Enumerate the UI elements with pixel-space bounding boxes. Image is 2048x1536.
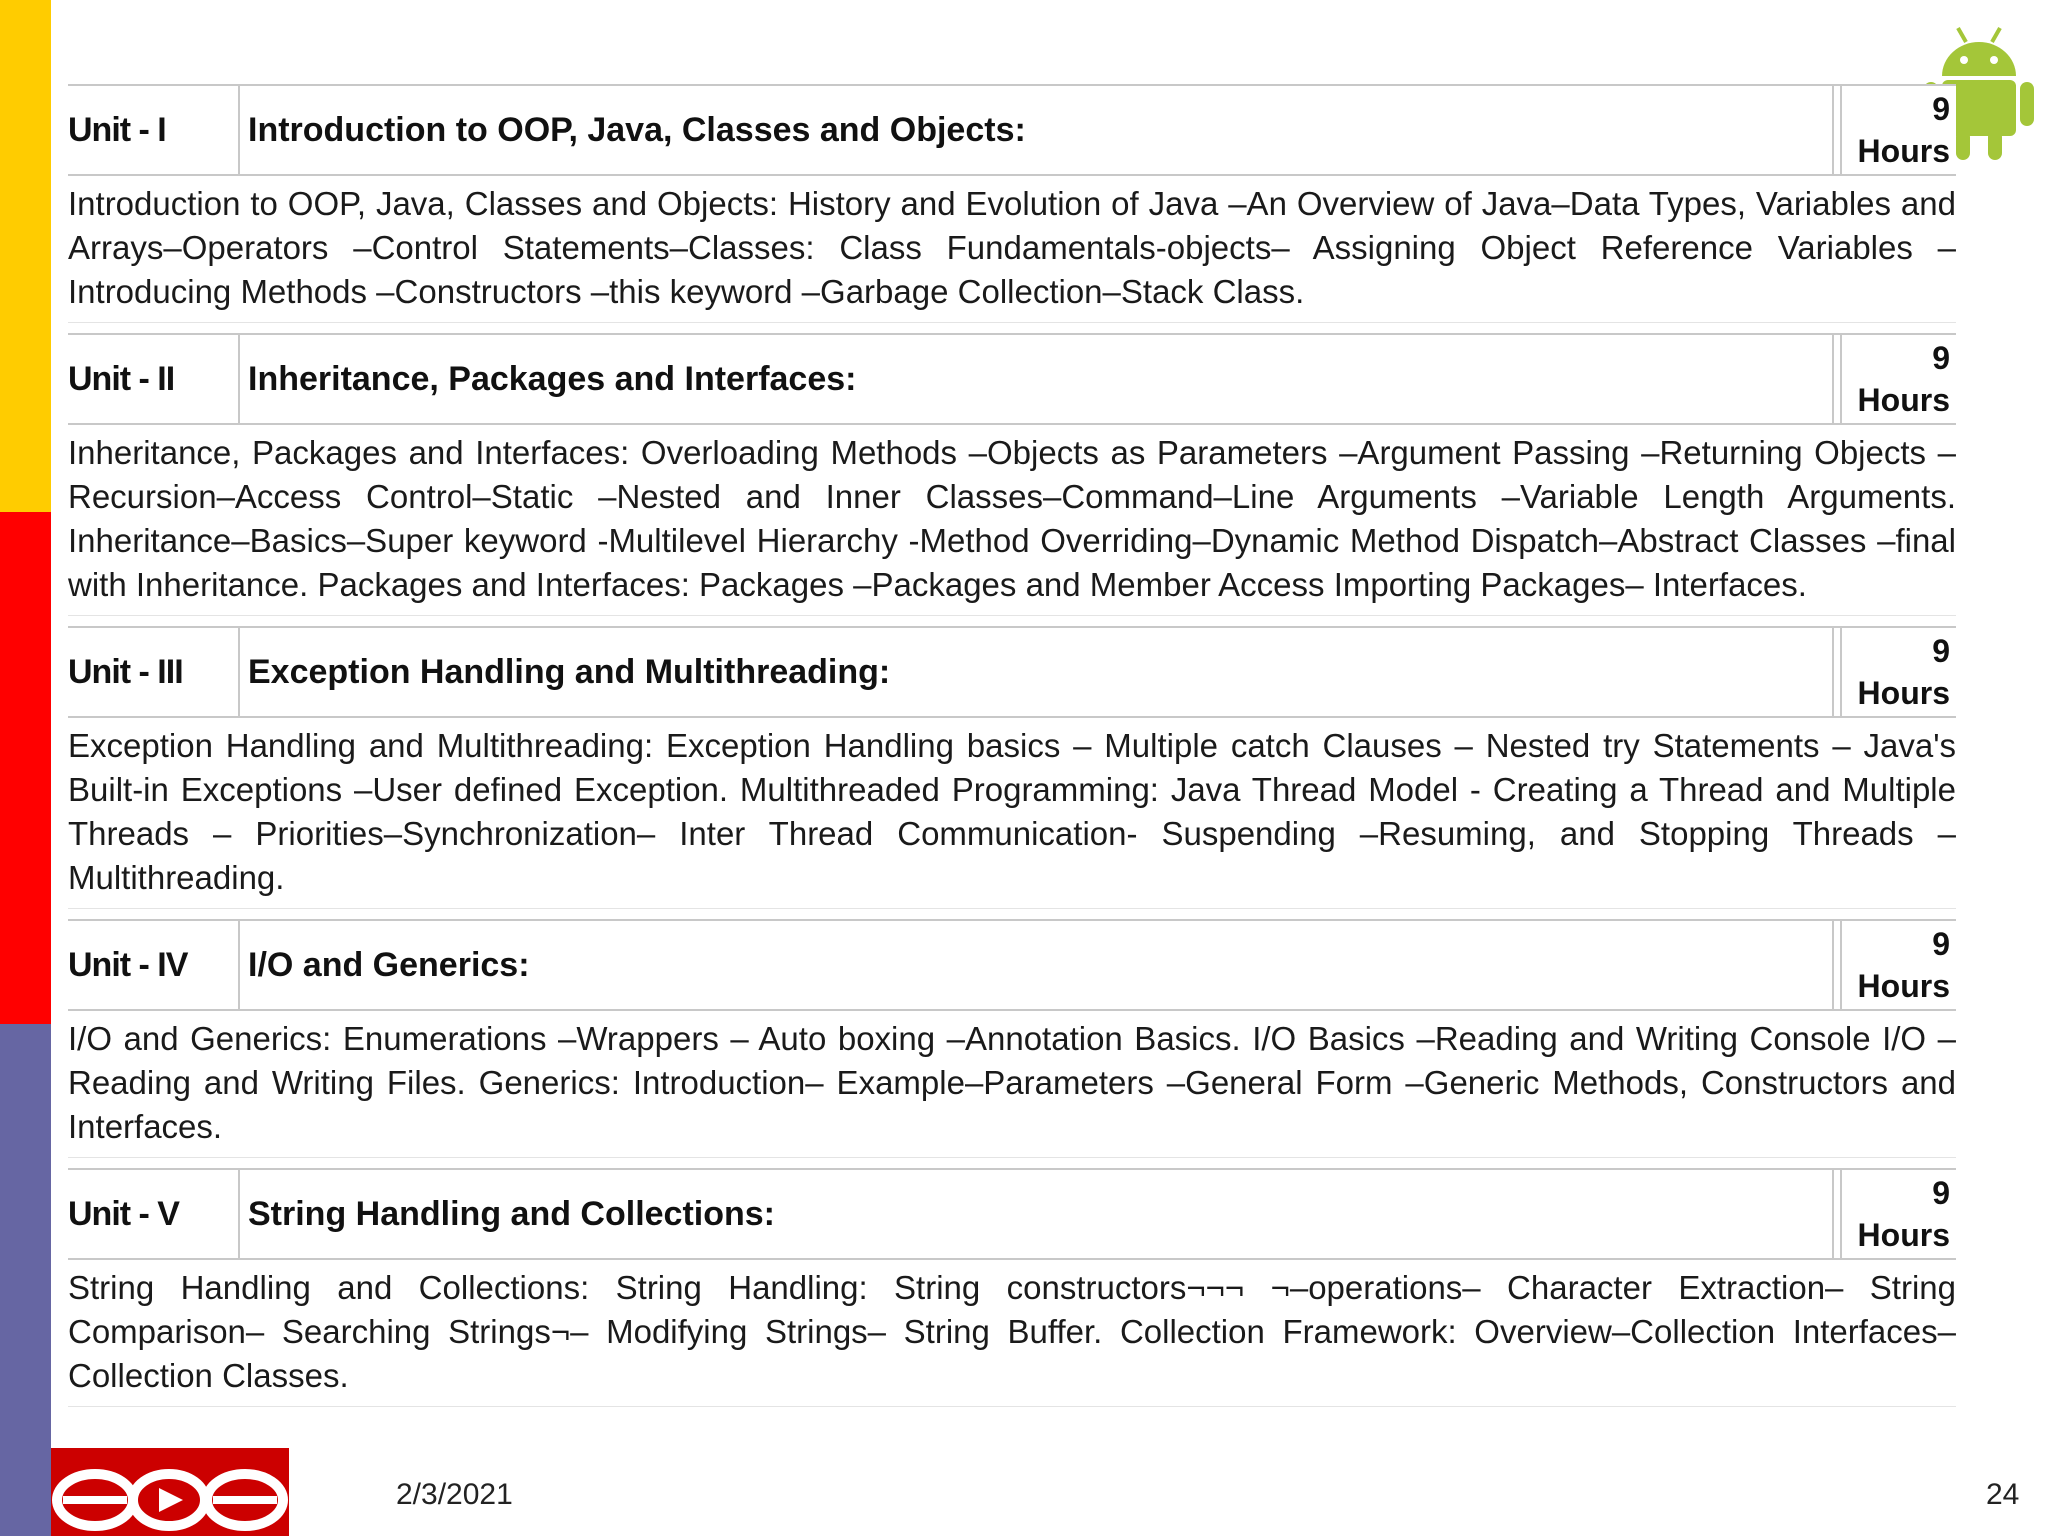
unit-header-row bbox=[68, 84, 1956, 176]
unit-hours bbox=[1840, 335, 1956, 423]
unit-label: Unit - IV bbox=[68, 921, 240, 1009]
unit-label: Unit - II bbox=[68, 335, 240, 423]
unit-hours-label: Hours bbox=[1857, 1217, 1950, 1253]
accent-stripe-yellow bbox=[0, 0, 51, 512]
unit-title: Inheritance, Packages and Interfaces: bbox=[240, 335, 1834, 423]
unit-description: String Handling and Collections: String Handling: String constructors¬¬¬ ¬–operations– Character Extraction– String Comparison– Searching Strings¬– Modifying Strings– String Buffer. Collection Framework: Overview–Collection Interfaces–Collection Classes. bbox=[68, 1260, 1956, 1407]
unit-description: Inheritance, Packages and Interfaces: Overloading Methods –Objects as Parameters –Argument Passing –Returning Objects –Recursion–Access Control–Static –Nested and Inner Classes–Command–Line Arguments –Variable Length Arguments. Inheritance–Basics–Super keyword -Multilevel Hierarchy -Method Overriding–Dynamic Method Dispatch–Abstract Classes –final with Inheritance. Packages and Interfaces: Packages –Packages and Member Access Importing Packages– Interfaces. bbox=[68, 425, 1956, 616]
unit-hours-number: 9 bbox=[1932, 91, 1950, 127]
accent-stripe-red bbox=[0, 512, 51, 1024]
unit-title: Exception Handling and Multithreading: bbox=[240, 628, 1834, 716]
unit-hours-label: Hours bbox=[1857, 968, 1950, 1004]
ece-logo bbox=[51, 1448, 289, 1536]
unit-hours-label: Hours bbox=[1857, 382, 1950, 418]
unit-header-row bbox=[68, 1168, 1956, 1260]
unit-title: Introduction to OOP, Java, Classes and Objects: bbox=[240, 86, 1834, 174]
unit-hours-number: 9 bbox=[1932, 926, 1950, 962]
unit-description: I/O and Generics: Enumerations –Wrappers – Auto boxing –Annotation Basics. I/O Basics –Reading and Writing Console I/O –Reading and Writing Files. Generics: Introduction– Example–Parameters –General Form –Generic Methods, Constructors and Interfaces. bbox=[68, 1011, 1956, 1158]
unit-description: Introduction to OOP, Java, Classes and Objects: History and Evolution of Java –An Overview of Java–Data Types, Variables and Arrays–Operators –Control Statements–Classes: Class Fundamentals-objects– Assigning Object Reference Variables –Introducing Methods –Constructors –this keyword –Garbage Collection–Stack Class. bbox=[68, 176, 1956, 323]
unit-hours-number: 9 bbox=[1932, 1175, 1950, 1211]
unit-label: Unit - V bbox=[68, 1170, 240, 1258]
unit-header-row bbox=[68, 626, 1956, 718]
accent-stripe-purple bbox=[0, 1024, 51, 1536]
unit-hours-number: 9 bbox=[1932, 340, 1950, 376]
unit-title: I/O and Generics: bbox=[240, 921, 1834, 1009]
unit-hours-number: 9 bbox=[1932, 633, 1950, 669]
unit-label: Unit - III bbox=[68, 628, 240, 716]
unit-hours bbox=[1840, 1170, 1956, 1258]
unit-hours bbox=[1840, 628, 1956, 716]
unit-header-row bbox=[68, 919, 1956, 1011]
unit-label: Unit - I bbox=[68, 86, 240, 174]
unit-title: String Handling and Collections: bbox=[240, 1170, 1834, 1258]
unit-hours bbox=[1840, 921, 1956, 1009]
unit-description: Exception Handling and Multithreading: Exception Handling basics – Multiple catch Clauses – Nested try Statements – Java's Built-in Exceptions –User defined Exception. Multithreaded Programming: Java Thread Model - Creating a Thread and Multiple Threads – Priorities–Synchronization– Inter Thread Communication- Suspending –Resuming, and Stopping Threads –Multithreading. bbox=[68, 718, 1956, 909]
unit-hours-label: Hours bbox=[1857, 133, 1950, 169]
syllabus-table bbox=[68, 84, 1956, 1407]
slide-date: 2/3/2021 bbox=[396, 1478, 513, 1511]
unit-header-row bbox=[68, 333, 1956, 425]
unit-hours bbox=[1840, 86, 1956, 174]
unit-hours-label: Hours bbox=[1857, 675, 1950, 711]
slide-page-number: 24 bbox=[1986, 1478, 2020, 1511]
